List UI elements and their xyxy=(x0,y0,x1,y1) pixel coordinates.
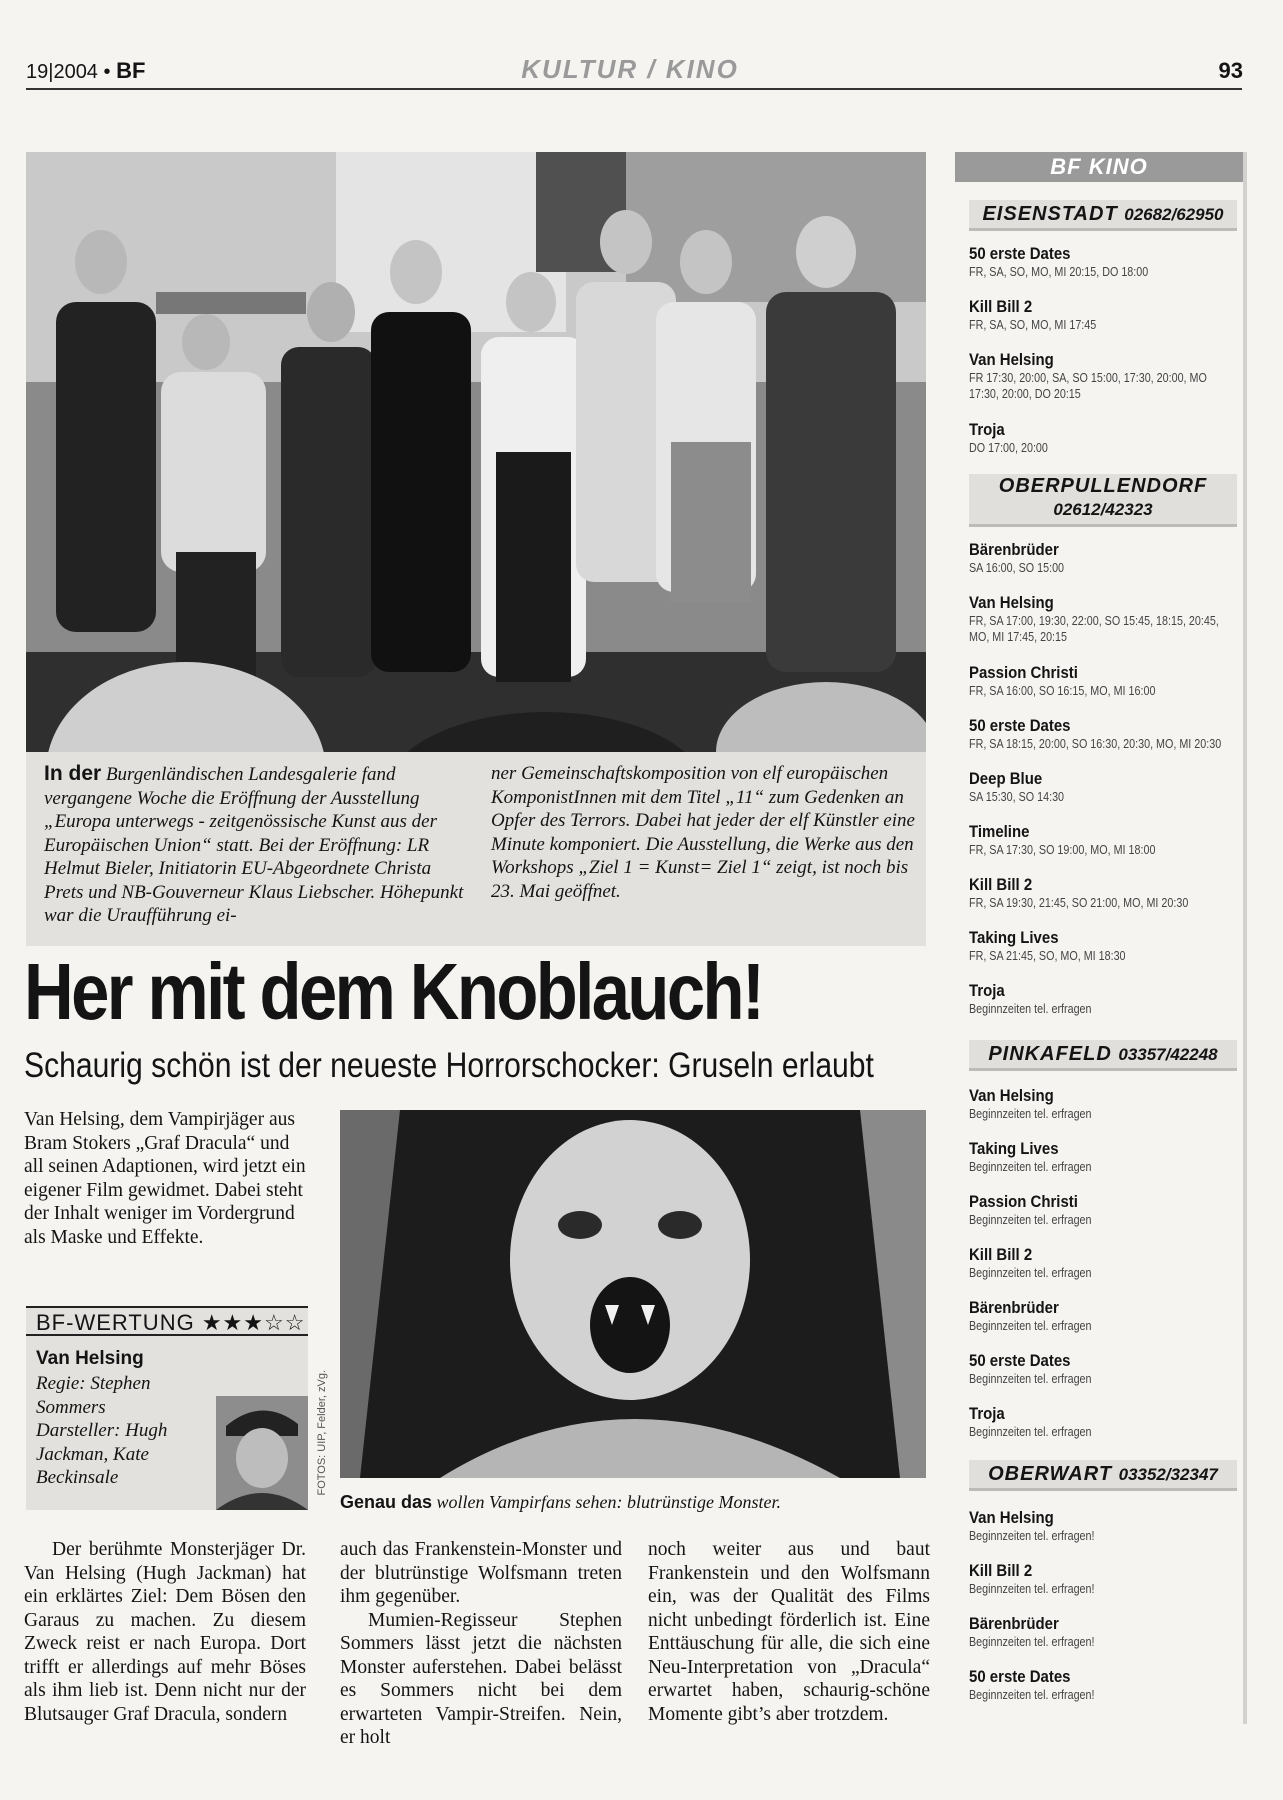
photo-credit: FOTOS: UIP, Felder, zVg. xyxy=(316,1370,328,1496)
sidebar-title: BF KINO xyxy=(955,152,1243,182)
article-column-1: Der berühmte Monsterjäger Dr. Van Helsing (Hugh Jackman) hat ein erklärtes Ziel: Dem Bösen den Garaus zu machen. Zu diesem Zweck reist er nach Europa. Dort trifft er allerdings auf mehr Böses als ihm lieb ist. Denn nicht nur der Blutsauger Graf Dracula, sondern xyxy=(24,1539,306,1725)
article-column-3: noch weiter aus und baut Frankenstein und den Wolfsmann ein, was der Qualität des Films nicht unbedingt förderlich ist. Eine Enttäuschung für alle, die sich eine Neu-Interpretation von „Dracula“ erwartet haben, schaurig-schöne Momente gibt’s aber trotzdem. xyxy=(648,1539,930,1725)
rating-credits xyxy=(36,1372,206,1490)
rating-cast: Darsteller: Hugh Jackman, Kate Beckinsale xyxy=(36,1420,168,1488)
photo-caption-box xyxy=(26,752,926,946)
city-header-eisenstadt: EISENSTADT 02682/62950 xyxy=(969,200,1237,231)
film-listing: Kill Bill 2 FR, SA 19:30, 21:45, SO 21:00, MO, MI 20:30 xyxy=(969,875,1189,910)
film-listing: Passion Christi Beginnzeiten tel. erfragen xyxy=(969,1192,1092,1227)
article-headline: Her mit dem Knoblauch! xyxy=(24,947,763,1036)
vampire-photo xyxy=(340,1110,926,1478)
film-listing: Van Helsing FR, SA 17:00, 19:30, 22:00, SO 15:45, 18:15, 20:45, MO, MI 17:45, 20:15 xyxy=(969,593,1219,644)
article-column-2: auch das Frankenstein-Monster und der blutrünstige Wolfsmann treten ihm gegenüber. Mumien-Regisseur Stephen Sommers lässt jetzt die nächsten Monster auferstehen. Dabei belässt es Sommers nicht bei dem erwarteten Vampir-Streifen. Nein, er holt xyxy=(340,1539,622,1748)
caption-column-2: ner Gemeinschaftskomposition von elf europäischen KomponistInnen mit dem Titel „11“ zum Gedenken an Opfer des Terrors. Dabei hat jeder der elf Künstler eine Minute komponiert. Die Ausstellung, die Werke aus den Workshops „Ziel 1 = Kunst= Ziel 1“ zeigt, ist noch bis 23. Mai geöffnet. xyxy=(491,763,915,902)
vampire-photo-caption: Genau das wollen Vampirfans sehen: blutrünstige Monster. xyxy=(340,1492,782,1512)
film-listing: Van Helsing FR 17:30, 20:00, SA, SO 15:00, 17:30, 20:00, MO 17:30, 20:00, DO 20:15 xyxy=(969,350,1207,401)
film-listing: Deep Blue SA 15:30, SO 14:30 xyxy=(969,769,1065,804)
rating-stars: ★★★☆☆ xyxy=(201,1310,306,1335)
film-listing: 50 erste Dates FR, SA 18:15, 20:00, SO 16:30, 20:30, MO, MI 20:30 xyxy=(969,716,1222,751)
article-subheadline: Schaurig schön ist der neueste Horrorschocker: Gruseln erlaubt xyxy=(24,1046,874,1085)
section-title: KULTUR / KINO xyxy=(521,54,739,84)
film-listing: Bärenbrüder Beginnzeiten tel. erfragen! xyxy=(969,1614,1095,1649)
film-listing: 50 erste Dates FR, SA, SO, MO, MI 20:15, DO 18:00 xyxy=(969,244,1149,279)
issue-number: 19|2004 • BF xyxy=(26,58,146,83)
film-listing: 50 erste Dates Beginnzeiten tel. erfragen! xyxy=(969,1667,1095,1702)
film-listing: Taking Lives FR, SA 21:45, SO, MO, MI 18:30 xyxy=(969,928,1126,963)
header-rule xyxy=(26,88,1242,90)
rating-box xyxy=(26,1336,308,1510)
exhibition-opening-photo xyxy=(26,152,926,752)
city-header-pinkafeld: PINKAFELD 03357/42248 xyxy=(969,1040,1237,1071)
film-listing: Troja Beginnzeiten tel. erfragen xyxy=(969,1404,1092,1439)
film-listing: Taking Lives Beginnzeiten tel. erfragen xyxy=(969,1139,1092,1174)
film-listing: 50 erste Dates Beginnzeiten tel. erfragen xyxy=(969,1351,1092,1386)
cinema-sidebar xyxy=(955,152,1243,1724)
film-listing: Van Helsing Beginnzeiten tel. erfragen xyxy=(969,1086,1092,1121)
city-header-oberpullendorf: OBERPULLENDORF 02612/42323 xyxy=(969,474,1237,527)
caption-column-1: In der Burgenländischen Landesgalerie fand vergangene Woche die Eröffnung der Ausstellung „Europa unterwegs - zeitgenössische Kunst aus der Europäischen Union“ statt. Bei der Eröffnung: LR Helmut Bieler, Initiatorin EU-Abgeordnete Christa Prets und NB-Gouverneur Klaus Liebscher. Höhepunkt war die Uraufführung ei- xyxy=(44,762,464,926)
film-listing: Timeline FR, SA 17:30, SO 19:00, MO, MI 18:00 xyxy=(969,822,1156,857)
page-number: 93 xyxy=(1218,58,1243,83)
film-listing: Bärenbrüder SA 16:00, SO 15:00 xyxy=(969,540,1065,575)
film-listing: Troja DO 17:00, 20:00 xyxy=(969,420,1048,455)
caption-lead: In der xyxy=(44,762,102,785)
city-header-oberwart: OBERWART 03352/32347 xyxy=(969,1460,1237,1491)
film-listing: Kill Bill 2 FR, SA, SO, MO, MI 17:45 xyxy=(969,297,1097,332)
article-intro: Van Helsing, dem Vampirjäger aus Bram Stokers „Graf Dracula“ und all seinen Adaptionen, wird jetzt ein eigener Film gewidmet. Dabei steht der Inhalt weniger im Vordergrund als Maske und Effekte. xyxy=(24,1109,306,1248)
film-listing: Troja Beginnzeiten tel. erfragen xyxy=(969,981,1092,1016)
film-listing: Kill Bill 2 Beginnzeiten tel. erfragen xyxy=(969,1245,1092,1280)
film-listing: Bärenbrüder Beginnzeiten tel. erfragen xyxy=(969,1298,1092,1333)
film-listing: Kill Bill 2 Beginnzeiten tel. erfragen! xyxy=(969,1561,1095,1596)
rating-film-title: Van Helsing xyxy=(36,1348,144,1369)
film-listing: Van Helsing Beginnzeiten tel. erfragen! xyxy=(969,1508,1095,1543)
rating-header: BF-WERTUNG ★★★☆☆ xyxy=(26,1306,308,1336)
rating-director: Regie: Stephen Sommers xyxy=(36,1373,151,1418)
film-listing: Passion Christi FR, SA 16:00, SO 16:15, MO, MI 16:00 xyxy=(969,663,1156,698)
brand-logo: BF xyxy=(116,58,146,83)
actor-portrait-photo xyxy=(216,1396,308,1510)
